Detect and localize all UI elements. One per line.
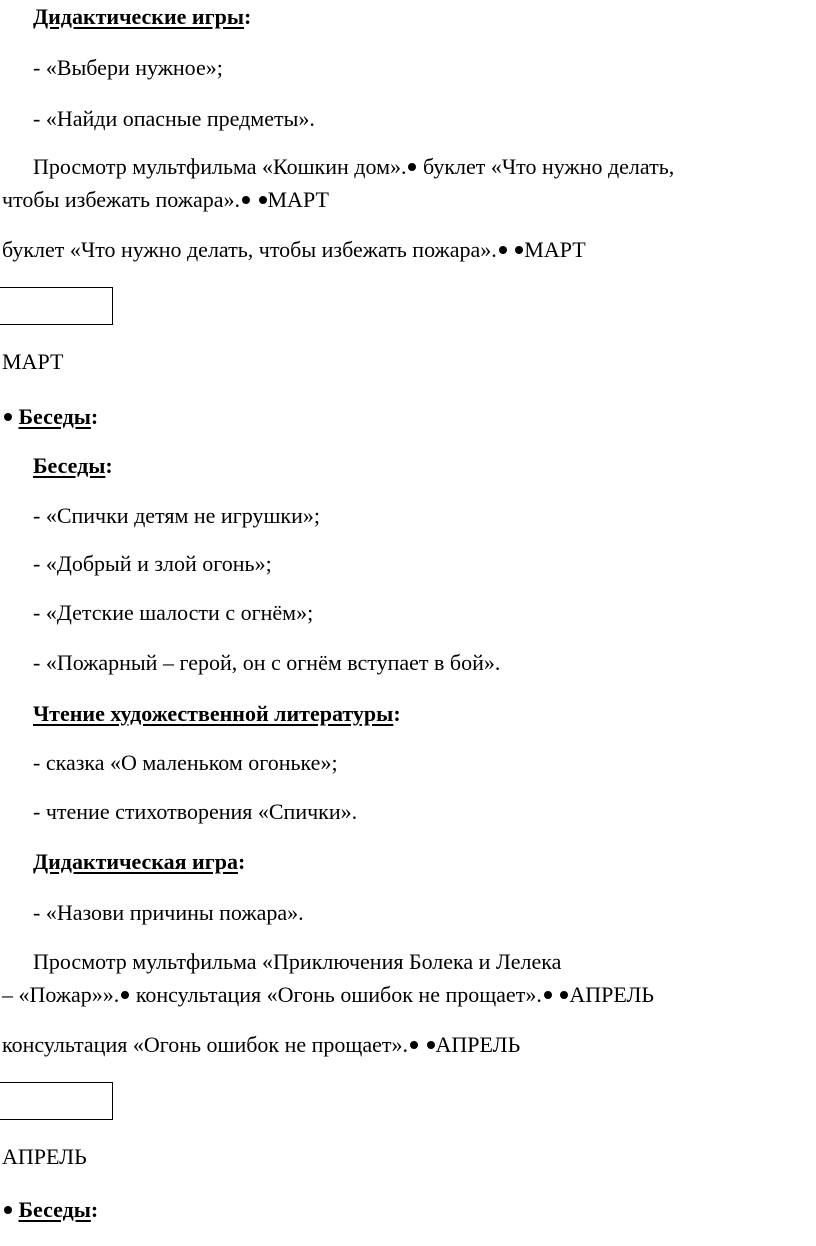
bullet-icon: [4, 413, 12, 421]
cartoon-line: Просмотр мультфильма «Кошкин дом». буклет «Что нужно делать,: [33, 154, 675, 179]
list-item: - «Спички детям не игрушки»;: [33, 503, 320, 528]
list-item: - «Назови причины пожара».: [33, 900, 304, 925]
empty-box: [0, 287, 113, 325]
bullet-icon: [544, 991, 552, 999]
month-label: МАРТ: [2, 349, 64, 374]
bullet-icon: [408, 163, 416, 171]
heading-talks: Беседы:: [33, 453, 113, 478]
cartoon-line: чтобы избежать пожара». МАРТ: [2, 187, 329, 212]
month-label: АПРЕЛЬ: [2, 1144, 87, 1169]
bullet-icon: [560, 991, 568, 999]
consult-line: консультация «Огонь ошибок не прощает». АПРЕЛЬ: [2, 1032, 521, 1057]
bullet-icon: [4, 1206, 12, 1214]
bullet-icon: [410, 1041, 418, 1049]
list-item: - «Найди опасные предметы».: [33, 106, 315, 131]
bullet-heading-talks: Беседы:: [2, 404, 98, 430]
list-item: - «Добрый и злой огонь»;: [33, 551, 272, 576]
list-item: - «Пожарный – герой, он с огнём вступает в бой».: [33, 650, 501, 675]
bullet-icon: [121, 991, 129, 999]
heading-didactic-games: Дидактические игры:: [33, 4, 252, 29]
list-item: - чтение стихотворения «Спички».: [33, 799, 358, 824]
bullet-icon: [427, 1041, 435, 1049]
bullet-icon: [242, 196, 250, 204]
bullet-icon: [499, 246, 507, 254]
heading-reading: Чтение художественной литературы:: [33, 701, 401, 726]
bullet-heading-talks: Беседы:: [2, 1197, 98, 1223]
booklet-line: буклет «Что нужно делать, чтобы избежать пожара». МАРТ: [2, 237, 586, 262]
bullet-icon: [515, 246, 523, 254]
heading-didactic-game: Дидактическая игра:: [33, 849, 246, 874]
cartoon-line: – «Пожар»». консультация «Огонь ошибок не прощает». АПРЕЛЬ: [2, 982, 655, 1007]
list-item: - «Выбери нужное»;: [33, 55, 223, 80]
cartoon-line: Просмотр мультфильма «Приключения Болека и Лелека: [33, 949, 562, 974]
list-item: - «Детские шалости с огнём»;: [33, 600, 314, 625]
empty-box: [0, 1082, 113, 1120]
list-item: - сказка «О маленьком огоньке»;: [33, 750, 338, 775]
bullet-icon: [259, 196, 267, 204]
